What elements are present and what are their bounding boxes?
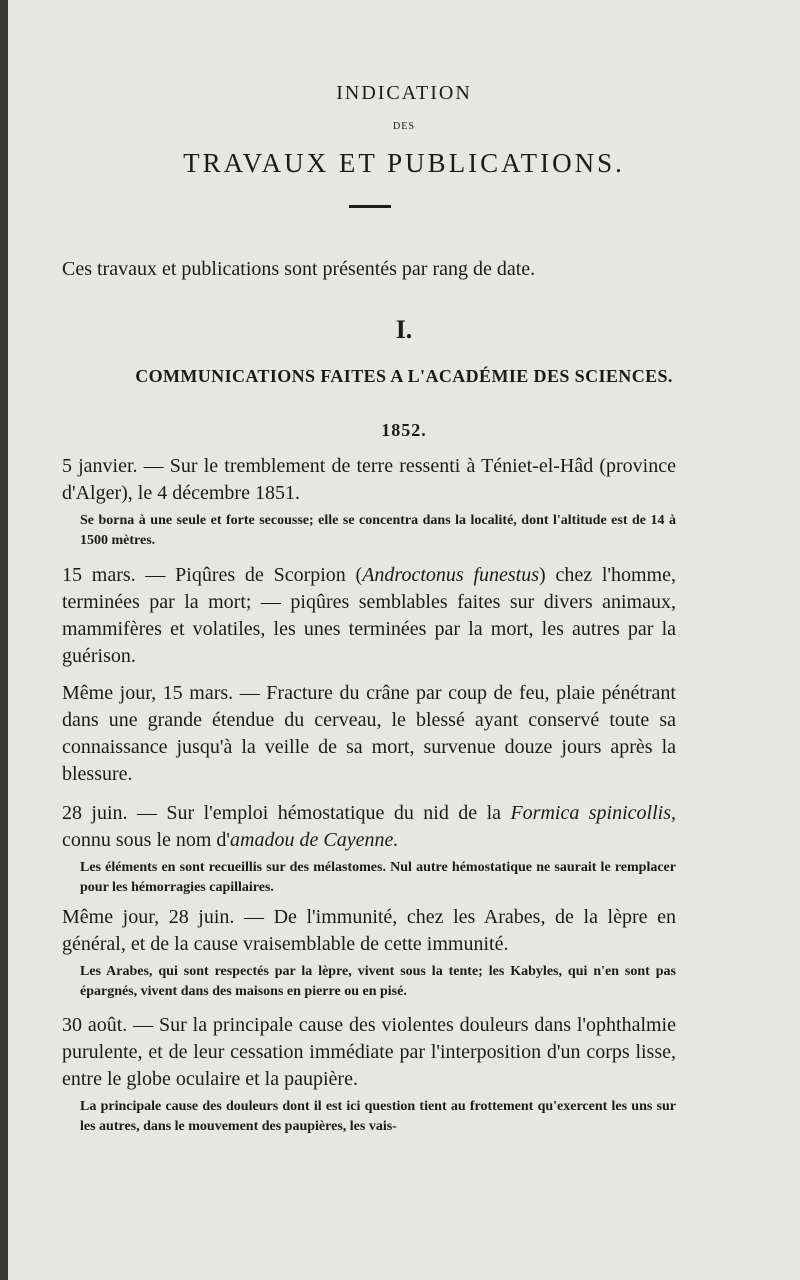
entry-note: Les éléments en sont recueillis sur des mélastomes. Nul autre hémostatique ne saurait le remplacer pour les hémorragies capillaires.: [80, 860, 676, 895]
entry-note: Les Arabes, qui sont respectés par la lèpre, vivent sous la tente; les Kabyles, qui n'en sont pas épargnés, vivent dans des maisons en pierre ou en pisé.: [80, 964, 676, 999]
entry-text-part: 15 mars. — Piqûres de Scorpion (: [62, 564, 363, 586]
entry-note: Se borna à une seule et forte secousse; elle se concentra dans la localité, dont l'altitude est de 14 à 1500 mètres.: [80, 513, 676, 548]
entry-text: 30 août. — Sur la principale cause des violentes douleurs dans l'ophthalmie purulente, et de leur cessation immédiate par l'interposition d'un corps lisse, entre le globe oculaire et la paupière.: [62, 1014, 676, 1090]
entry-text: [62, 562, 676, 670]
entry-1: [62, 453, 676, 551]
heading-des: DES: [393, 121, 415, 132]
entry-italic: Formica spinicollis,: [510, 802, 676, 824]
entry-4: [62, 800, 676, 898]
entry-3: [62, 680, 676, 788]
heading-rule: [349, 205, 391, 208]
heading-travaux: TRAVAUX ET PUBLICATIONS.: [183, 148, 625, 178]
entry-italic: amadou de Cayenne.: [230, 829, 399, 851]
entry-2: [62, 562, 676, 670]
entry-text: 5 janvier. — Sur le tremblement de terre ressenti à Téniet-el-Hâd (province d'Alger), le 4 décembre 1851.: [62, 455, 676, 504]
entry-text-part: connu sous le nom d': [62, 829, 231, 851]
book-page: [8, 0, 800, 1280]
entry-italic: Androctonus funestus: [362, 564, 540, 586]
entry-6: [62, 1012, 676, 1137]
entry-text: Même jour, 28 juin. — De l'immunité, chez les Arabes, de la lèpre en général, et de la cause vraisemblable de cette immunité.: [62, 906, 676, 955]
intro-text: Ces travaux et publications sont présentés par rang de date.: [62, 258, 536, 280]
entry-text-part: ) chez l'homme, terminées par la mort; — piqûres semblables faites sur divers animaux, mammifères et volatiles, les unes terminées par la mort, les autres par la guérison.: [62, 564, 676, 667]
heading-indication: INDICATION: [336, 82, 472, 104]
entry-text-part: 28 juin. — Sur l'emploi hémostatique du nid de la: [62, 802, 511, 824]
entry-note: La principale cause des douleurs dont il est ici question tient au frottement qu'exercent les uns sur les autres, dans le mouvement des paupières, les vais-: [80, 1099, 676, 1134]
entry-text: Même jour, 15 mars. — Fracture du crâne par coup de feu, plaie pénétrant dans une grande étendue du cerveau, le blessé ayant conservé toute sa connaissance jusqu'à la veille de sa mort, survenue douze jours après la blessure.: [62, 682, 676, 785]
section-number: I.: [395, 315, 413, 344]
year-heading: 1852.: [381, 420, 427, 440]
entry-text: [62, 800, 676, 854]
section-title: COMMUNICATIONS FAITES A L'ACADÉMIE DES SCIENCES.: [135, 366, 673, 386]
entry-5: [62, 904, 676, 1002]
